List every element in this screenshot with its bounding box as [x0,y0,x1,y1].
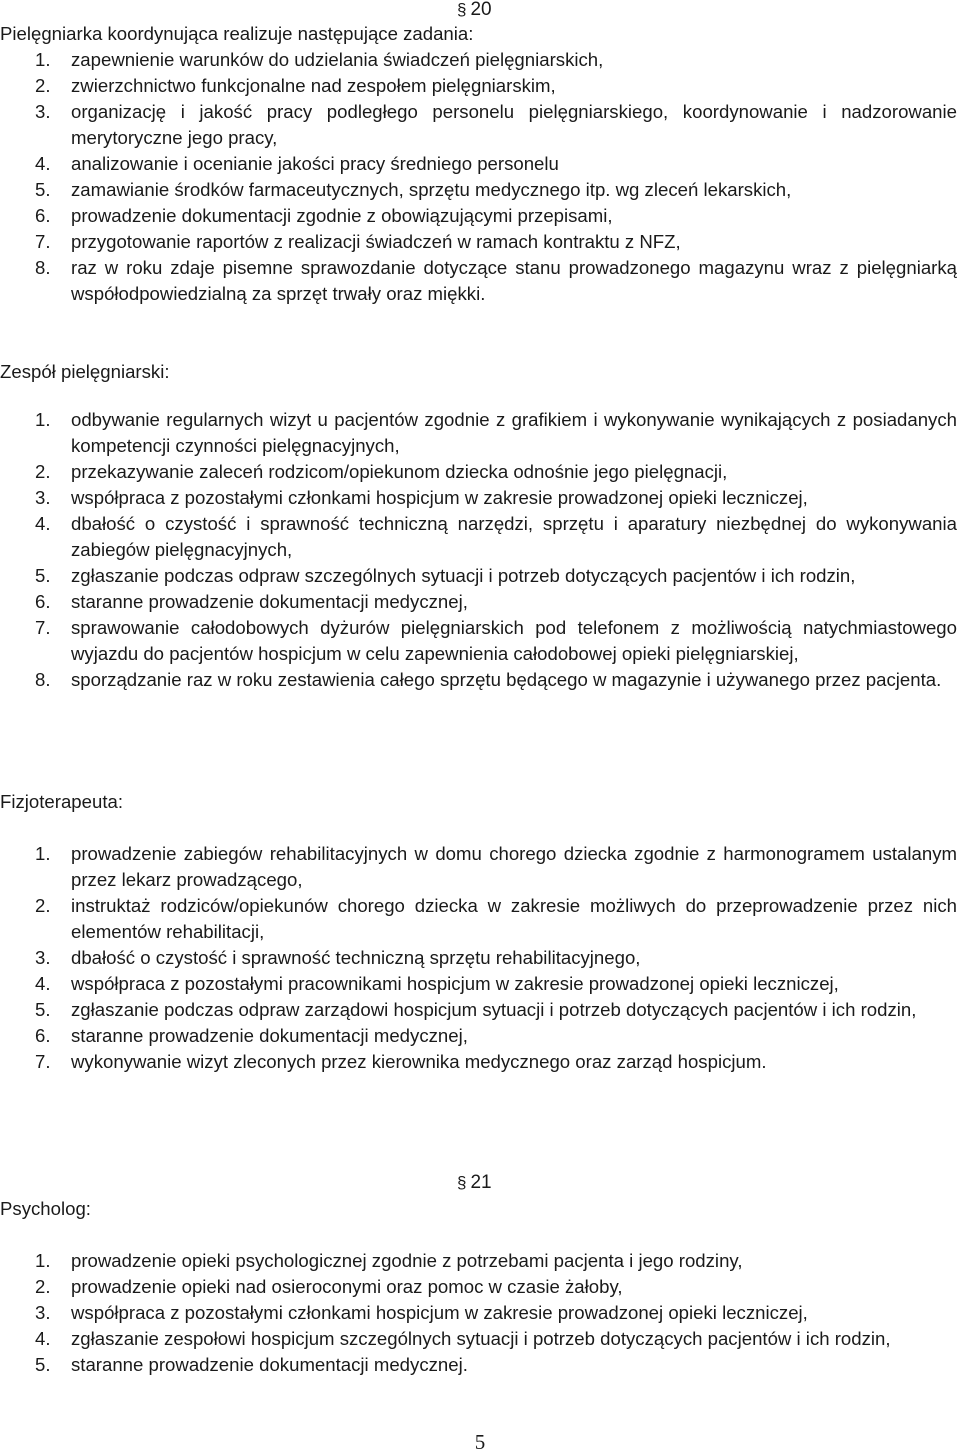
list-item-text: wykonywanie wizyt zleconych przez kierownika medycznego oraz zarząd hospicjum. [71,1051,767,1072]
list-item-text: staranne prowadzenie dokumentacji medycznej, [71,591,468,612]
list-item [0,177,960,203]
list-item [0,203,960,229]
list-item-number: 3. [35,947,51,968]
nurses-block [0,359,960,385]
list-item-text: zgłaszanie podczas odpraw zarządowi hospicjum sytuacji i potrzeb dotyczących pacjentów i ich rodzin, [71,999,917,1020]
nurses-list-block [0,407,960,693]
nurses-task-list [0,407,960,693]
list-item-number: 8. [35,257,51,278]
section-number: 21 [470,1172,492,1193]
list-item [0,255,960,307]
list-item-text: zapewnienie warunków do udzielania świadczeń pielęgniarskich, [71,49,604,70]
list-item [0,971,960,997]
list-item-text: zgłaszanie podczas odpraw szczególnych sytuacji i potrzeb dotyczących pacjentów i ich rodzin, [71,565,856,586]
physio-block [0,789,960,815]
physio-list-block [0,841,960,1075]
list-item-text: dbałość o czystość i sprawność techniczną sprzętu rehabilitacyjnego, [71,947,641,968]
list-item-number: 7. [35,231,51,252]
list-item [0,1049,960,1075]
list-item-number: 5. [35,999,51,1020]
coordinator-block [0,21,960,307]
list-item-text: sprawowanie całodobowych dyżurów pielęgniarskich pod telefonem z możliwością natychmiastowego wyjazdu do pacjentów hospicjum w celu zapewnienia całodobowej opieki pielęgniarskiej, [71,617,957,664]
list-item-number: 6. [35,1025,51,1046]
list-item-text: zamawianie środków farmaceutycznych, sprzętu medycznego itp. wg zleceń lekarskich, [71,179,792,200]
list-item-text: dbałość o czystość i sprawność techniczną narzędzi, sprzętu i aparatury niezbędnej do wykonywania zabiegów pielęgnacyjnych, [71,513,957,560]
section-sign-icon: § [457,1173,467,1192]
list-item [0,1326,960,1352]
list-item [0,667,960,693]
list-item-number: 2. [35,461,51,482]
list-item-number: 5. [35,179,51,200]
list-item-number: 4. [35,153,51,174]
list-item-number: 5. [35,565,51,586]
list-item-number: 8. [35,669,51,690]
list-item [0,563,960,589]
list-item-text: współpraca z pozostałymi członkami hospicjum w zakresie prowadzonej opieki leczniczej, [71,1302,808,1323]
coordinator-intro: Pielęgniarka koordynująca realizuje następujące zadania: [0,23,474,44]
list-item-text: prowadzenie opieki nad osieroconymi oraz pomoc w czasie żałoby, [71,1276,623,1297]
psych-block [0,1196,960,1222]
psych-list-block [0,1248,960,1378]
list-item [0,841,960,893]
list-item [0,945,960,971]
list-item-text: organizację i jakość pracy podległego personelu pielęgniarskiego, koordynowanie i nadzorowanie merytoryczne jego pracy, [71,101,957,148]
list-item-number: 2. [35,1276,51,1297]
list-item-text: współpraca z pozostałymi członkami hospicjum w zakresie prowadzonej opieki leczniczej, [71,487,808,508]
list-item-number: 7. [35,617,51,638]
list-item-text: przekazywanie zaleceń rodzicom/opiekunom dziecka odnośnie jego pielęgnacji, [71,461,728,482]
list-item [0,589,960,615]
list-item-text: prowadzenie opieki psychologicznej zgodnie z potrzebami pacjenta i jego rodziny, [71,1250,743,1271]
list-item-text: prowadzenie dokumentacji zgodnie z obowiązującymi przepisami, [71,205,613,226]
section-20-marker [457,0,492,22]
list-item-text: staranne prowadzenie dokumentacji medycznej. [71,1354,468,1375]
list-item [0,1248,960,1274]
list-item-text: zgłaszanie zespołowi hospicjum szczególnych sytuacji i potrzeb dotyczących pacjentów i ich rodzin, [71,1328,891,1349]
list-item [0,615,960,667]
list-item-text: zwierzchnictwo funkcjonalne nad zespołem pielęgniarskim, [71,75,556,96]
list-item-number: 4. [35,973,51,994]
list-item [0,893,960,945]
nurses-heading: Zespół pielęgniarski: [0,361,170,382]
list-item-text: współpraca z pozostałymi pracownikami hospicjum w zakresie prowadzonej opieki leczniczej, [71,973,839,994]
list-item-text: instruktaż rodziców/opiekunów chorego dziecka w zakresie możliwych do przeprowadzenie przez nich elementów rehabilitacji, [71,895,957,942]
list-item-number: 3. [35,487,51,508]
list-item-text: odbywanie regularnych wizyt u pacjentów zgodnie z grafikiem i wykonywanie wynikających z posiadanych kompetencji czynności pielęgnacyjnych, [71,409,957,456]
list-item [0,485,960,511]
list-item-number: 3. [35,101,51,122]
list-item [0,99,960,151]
list-item-number: 2. [35,895,51,916]
page-number: 5 [474,1430,486,1454]
list-item-number: 1. [35,1250,51,1271]
list-item [0,511,960,563]
list-item [0,459,960,485]
list-item-number: 4. [35,513,51,534]
psych-task-list [0,1248,960,1378]
list-item-text: staranne prowadzenie dokumentacji medycznej, [71,1025,468,1046]
list-item-number: 2. [35,75,51,96]
list-item-text: raz w roku zdaje pisemne sprawozdanie dotyczące stanu prowadzonego magazynu wraz z pielęgniarką współodpowiedzialną za sprzęt trwały oraz miękki. [71,257,957,304]
list-item-number: 1. [35,409,51,430]
section-21-marker [457,1171,492,1195]
list-item [0,1274,960,1300]
list-item [0,997,960,1023]
section-sign-icon: § [457,0,467,19]
list-item [0,229,960,255]
list-item [0,151,960,177]
physio-heading: Fizjoterapeuta: [0,791,123,812]
list-item-number: 5. [35,1354,51,1375]
list-item-text: prowadzenie zabiegów rehabilitacyjnych w domu chorego dziecka zgodnie z harmonogramem ustalanym przez lekarz prowadzącego, [71,843,957,890]
list-item-number: 6. [35,591,51,612]
list-item-number: 6. [35,205,51,226]
list-item-number: 3. [35,1302,51,1323]
list-item-number: 4. [35,1328,51,1349]
physio-task-list [0,841,960,1075]
list-item-number: 1. [35,843,51,864]
list-item [0,407,960,459]
section-number: 20 [470,0,492,20]
list-item [0,1023,960,1049]
list-item-text: sporządzanie raz w roku zestawienia całego sprzętu będącego w magazynie i używanego przez pacjenta. [71,669,942,690]
list-item-text: analizowanie i ocenianie jakości pracy średniego personelu [71,153,559,174]
psych-heading: Psycholog: [0,1198,91,1219]
list-item [0,1352,960,1378]
list-item-number: 7. [35,1051,51,1072]
list-item [0,1300,960,1326]
coordinator-task-list [0,47,960,307]
list-item-text: przygotowanie raportów z realizacji świadczeń w ramach kontraktu z NFZ, [71,231,681,252]
list-item-number: 1. [35,49,51,70]
list-item [0,73,960,99]
list-item [0,47,960,73]
